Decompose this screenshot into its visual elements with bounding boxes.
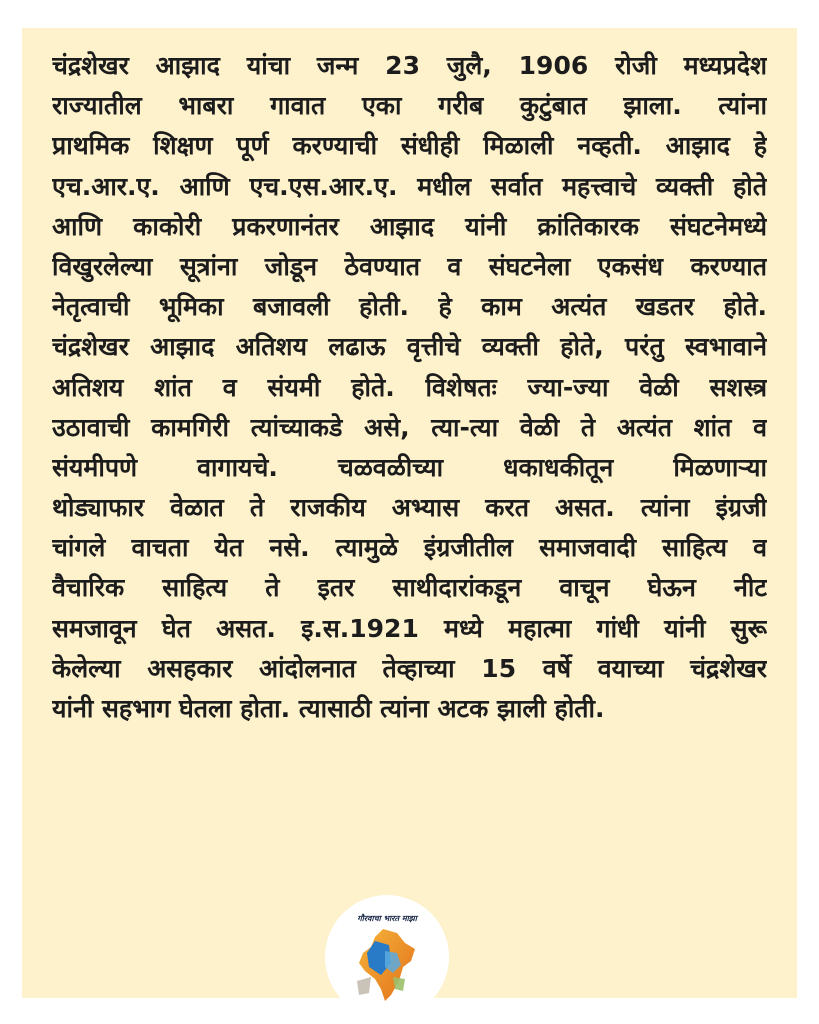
paragraph-line-15: समजावून घेत असत. इ.स.1921 मध्ये महात्मा गांधी यांनी सुरू xyxy=(52,613,767,643)
paragraph-line-12: थोड्याफार वेळात ते राजकीय अभ्यास करत असत. त्यांना इंग्रजी xyxy=(52,493,767,523)
paragraph-line-2: राज्यातील भाबरा गावात एका गरीब कुटुंबात झाला. त्यांना xyxy=(52,91,767,121)
paragraph-line-14: वैचारिक साहित्य ते इतर साथीदारांकडून वाचून घेऊन नीट xyxy=(52,573,767,603)
paragraph-line-13: चांगले वाचता येत नसे. त्यामुळे इंग्रजीतील समाजवादी साहित्य व xyxy=(52,533,767,563)
paragraph-line-11: संयमीपणे वागायचे. चळवळीच्या धकाधकीतून मिळणाऱ्या xyxy=(52,452,767,482)
paragraph-line-10: उठावाची कामगिरी त्यांच्याकडे असे, त्या-त्या वेळी ते अत्यंत शांत व xyxy=(52,412,767,442)
paragraph-line-8: चंद्रशेखर आझाद अतिशय लढाऊ वृत्तीचे व्यक्ती होते, परंतु स्वभावाने xyxy=(52,332,767,362)
paragraph-line-16: केलेल्या असहकार आंदोलनात तेव्हाच्या 15 वर्षे वयाच्या चंद्रशेखर xyxy=(52,653,767,683)
paragraph-line-6: विखुरलेल्या सूत्रांना जोडून ठेवण्यात व संघटनेला एकसंध करण्यात xyxy=(52,251,767,281)
article-paragraph xyxy=(52,46,767,729)
paragraph-line-17: यांनी सहभाग घेतला होता. त्यासाठी त्यांना अटक झाली होती. xyxy=(52,694,605,723)
paragraph-line-4: एच.आर.ए. आणि एच.एस.आर.ए. मधील सर्वात महत्त्वाचे व्यक्ती होते xyxy=(52,171,767,201)
brand-logo xyxy=(325,895,449,1019)
paragraph-line-7: नेतृत्वाची भूमिका बजावली होती. हे काम अत्यंत खडतर होते. xyxy=(52,292,767,322)
article-card xyxy=(22,28,797,998)
logo-caption: गौरवाचा भारत माझा xyxy=(357,914,417,923)
india-map-emblem-icon xyxy=(345,923,429,1007)
paragraph-line-1: चंद्रशेखर आझाद यांचा जन्म 23 जुलै, 1906 रोजी मध्यप्रदेश xyxy=(52,51,767,80)
paragraph-line-3: प्राथमिक शिक्षण पूर्ण करण्याची संधीही मिळाली नव्हती. आझाद हे xyxy=(52,131,767,161)
paragraph-line-5: आणि काकोरी प्रकरणानंतर आझाद यांनी क्रांतिकारक संघटनेमध्ये xyxy=(52,211,767,241)
paragraph-line-9: अतिशय शांत व संयमी होते. विशेषतः ज्या-ज्या वेळी सशस्त्र xyxy=(52,372,767,402)
